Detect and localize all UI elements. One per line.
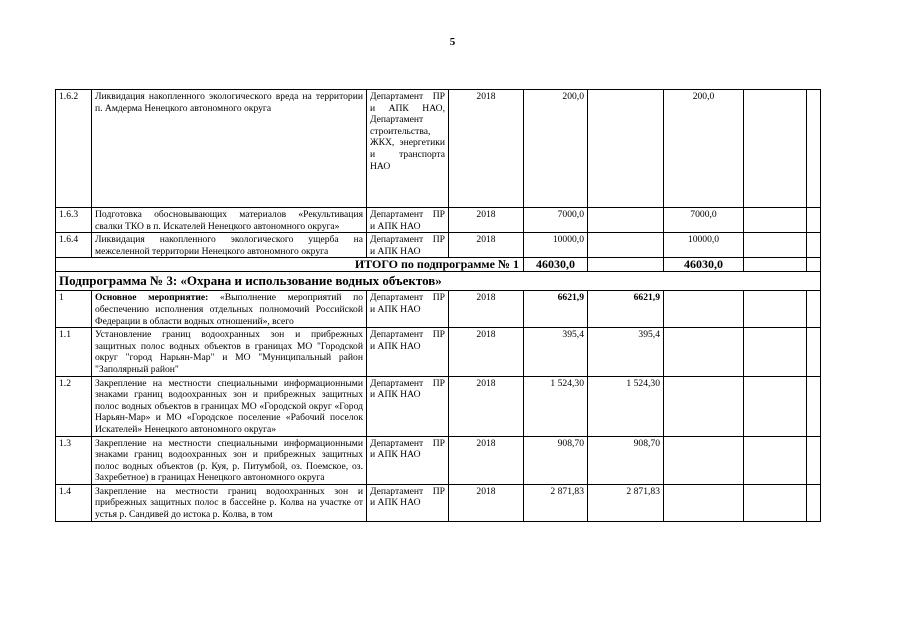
department: Департамент ПР и АПК НАО, Департамент строительства, ЖКХ, энергетики и транспорта НАО bbox=[367, 90, 449, 208]
year: 2018 bbox=[449, 328, 524, 376]
department: Департамент ПР и АПК НАО bbox=[367, 328, 449, 376]
total-label: ИТОГО по подпрограмме № 1 bbox=[56, 258, 524, 272]
main-activity-row bbox=[56, 291, 821, 328]
subprogram-title: Подпрограмма № 3: «Охрана и использование водных объектов» bbox=[56, 272, 821, 291]
page-number: 5 bbox=[449, 36, 456, 48]
row-number: 1.1 bbox=[56, 328, 92, 376]
amount-col-b bbox=[664, 376, 744, 436]
year: 2018 bbox=[449, 291, 524, 328]
amount-col-a: 1 524,30 bbox=[588, 376, 664, 436]
amount-col-b: 10000,0 bbox=[664, 233, 744, 258]
activity-name: Подготовка обосновывающих материалов «Рекультивация свалки ТКО в п. Искателей Ненецкого автономного округа» bbox=[92, 208, 367, 233]
subprogram-total-row bbox=[56, 258, 821, 272]
activity-name bbox=[92, 291, 367, 328]
amount-col-d bbox=[807, 208, 821, 233]
amount-col-c bbox=[744, 376, 807, 436]
activity-name: Закрепление на местности границ водоохранных зон и прибрежных защитных полос в бассейне р. Колва на участке от устья р. Сандивей до истока р. Колва, в том bbox=[92, 484, 367, 521]
department: Департамент ПР и АПК НАО bbox=[367, 291, 449, 328]
total-col-a bbox=[588, 258, 664, 272]
amount-col-b bbox=[664, 484, 744, 521]
activity-name-bold: Основное мероприятие: bbox=[95, 292, 209, 304]
amount-col-a: 6621,9 bbox=[588, 291, 664, 328]
total-col-d bbox=[807, 258, 821, 272]
amount-col-a: 908,70 bbox=[588, 436, 664, 484]
row-number: 1 bbox=[56, 291, 92, 328]
total-amount: 2 871,83 bbox=[524, 484, 588, 521]
department: Департамент ПР и АПК НАО bbox=[367, 233, 449, 258]
year: 2018 bbox=[449, 90, 524, 208]
row-number: 1.6.3 bbox=[56, 208, 92, 233]
total-amount: 46030,0 bbox=[524, 258, 588, 272]
year: 2018 bbox=[449, 376, 524, 436]
amount-col-d bbox=[807, 291, 821, 328]
activities-table bbox=[55, 89, 821, 522]
row-number: 1.4 bbox=[56, 484, 92, 521]
year: 2018 bbox=[449, 436, 524, 484]
row-number: 1.2 bbox=[56, 376, 92, 436]
department: Департамент ПР и АПК НАО bbox=[367, 436, 449, 484]
activity-name: Закрепление на местности специальными информационными знаками границ водоохранных зон и прибрежных защитных полос водных объектов (р. Куя, р. Питумбой, оз. Поемское, оз. Захребетное) в границах Ненецкого автономного округа bbox=[92, 436, 367, 484]
table-row bbox=[56, 436, 821, 484]
year: 2018 bbox=[449, 484, 524, 521]
amount-col-d bbox=[807, 436, 821, 484]
activity-name: Установление границ водоохранных зон и прибрежных защитных полос водных объектов в границах МО "Городской округ "город Нарьян-Мар" и МО "Муниципальный район "Заполярный район" bbox=[92, 328, 367, 376]
amount-col-d bbox=[807, 328, 821, 376]
table-row bbox=[56, 90, 821, 208]
row-number: 1.6.4 bbox=[56, 233, 92, 258]
table-row bbox=[56, 376, 821, 436]
amount-col-d bbox=[807, 233, 821, 258]
total-amount: 908,70 bbox=[524, 436, 588, 484]
year: 2018 bbox=[449, 233, 524, 258]
table-row bbox=[56, 484, 821, 521]
total-amount: 1 524,30 bbox=[524, 376, 588, 436]
amount-col-d bbox=[807, 90, 821, 208]
amount-col-b: 7000,0 bbox=[664, 208, 744, 233]
amount-col-c bbox=[744, 233, 807, 258]
total-amount: 200,0 bbox=[524, 90, 588, 208]
amount-col-a bbox=[588, 208, 664, 233]
row-number: 1.6.2 bbox=[56, 90, 92, 208]
amount-col-d bbox=[807, 484, 821, 521]
table-row bbox=[56, 328, 821, 376]
amount-col-c bbox=[744, 90, 807, 208]
activity-name: Ликвидация накопленного экологического вреда на территории п. Амдерма Ненецкого автономного округа bbox=[92, 90, 367, 208]
amount-col-a: 395,4 bbox=[588, 328, 664, 376]
department: Департамент ПР и АПК НАО bbox=[367, 376, 449, 436]
total-col-c bbox=[744, 258, 807, 272]
amount-col-b bbox=[664, 328, 744, 376]
amount-col-b bbox=[664, 436, 744, 484]
amount-col-c bbox=[744, 328, 807, 376]
table-row bbox=[56, 208, 821, 233]
department: Департамент ПР и АПК НАО bbox=[367, 208, 449, 233]
amount-col-c bbox=[744, 291, 807, 328]
activity-name: Закрепление на местности специальными информационными знаками границ водоохранных зон и прибрежных защитных полос водных объектов в границах МО «Городской округ «Город Нарьян-Мар» и МО «Городское поселение «Рабочий поселок Искателей» Ненецкого автономного округа» bbox=[92, 376, 367, 436]
amount-col-c bbox=[744, 484, 807, 521]
activity-name-rest: «Выполнение мероприятий по обеспечению исполнения отдельных полномочий Российской Федерации в области водных отношений», всего bbox=[95, 292, 363, 327]
amount-col-c bbox=[744, 436, 807, 484]
total-amount: 7000,0 bbox=[524, 208, 588, 233]
total-amount: 6621,9 bbox=[524, 291, 588, 328]
total-col-b: 46030,0 bbox=[664, 258, 744, 272]
department: Департамент ПР и АПК НАО bbox=[367, 484, 449, 521]
year: 2018 bbox=[449, 208, 524, 233]
activity-name: Ликвидация накопленного экологического ущерба на межселенной территории Ненецкого автономного округа bbox=[92, 233, 367, 258]
amount-col-b bbox=[664, 291, 744, 328]
total-amount: 10000,0 bbox=[524, 233, 588, 258]
amount-col-a bbox=[588, 233, 664, 258]
amount-col-a: 2 871,83 bbox=[588, 484, 664, 521]
total-amount: 395,4 bbox=[524, 328, 588, 376]
subprogram-heading-row bbox=[56, 272, 821, 291]
amount-col-c bbox=[744, 208, 807, 233]
amount-col-a bbox=[588, 90, 664, 208]
amount-col-b: 200,0 bbox=[664, 90, 744, 208]
amount-col-d bbox=[807, 376, 821, 436]
table-row bbox=[56, 233, 821, 258]
row-number: 1.3 bbox=[56, 436, 92, 484]
